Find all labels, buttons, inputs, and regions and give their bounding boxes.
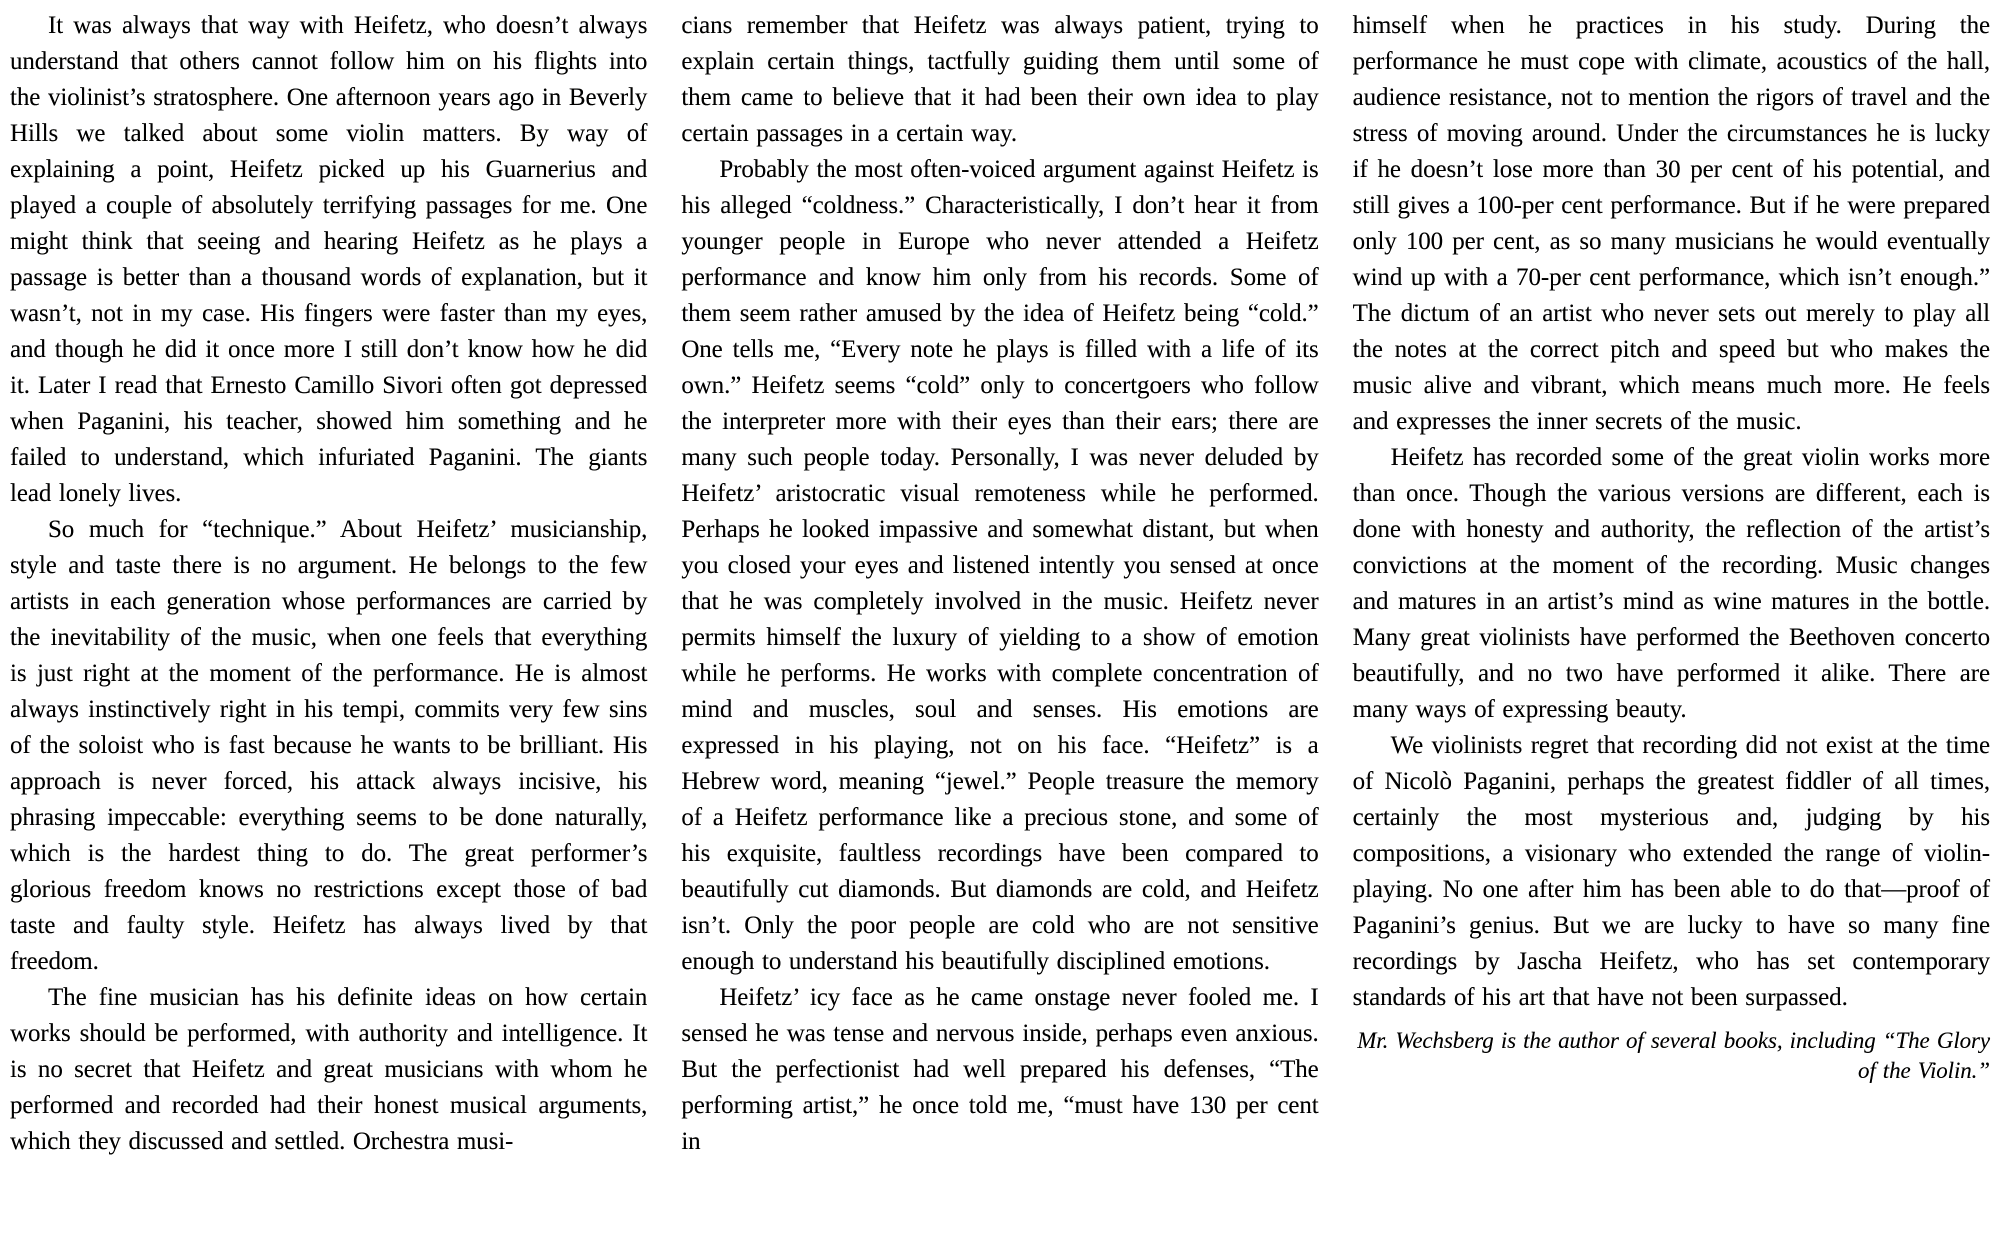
article-paragraph: Heifetz has recorded some of the great violin works more than once. Though the various versions are different, each is done with honesty and authority, the reflection of the artist’s convictions at the moment of the recording. Music changes and matures in an artist’s mind as wine matures in the bottle. Many great violinists have performed the Beethoven concerto beautifully, and no two have performed it alike. There are many ways of expressing beauty. <box>1352 444 1990 723</box>
article-paragraph: himself when he practices in his study. During the performance he must cope with climate, acoustics of the hall, audience resistance, not to mention the rigors of travel and the stress of moving around. Under the circumstances he is lucky if he doesn’t lose more than 30 per cent of his potential, and still gives a 100-per cent performance. But if he were prepared only 100 per cent, as so many musicians he would eventually wind up with a 70-per cent performance, which isn’t enough.” The dictum of an artist who never sets out merely to play all the notes at the correct pitch and speed but who makes the music alive and vibrant, which means much more. He feels and expresses the inner secrets of the music. <box>1352 12 1990 435</box>
author-byline: Mr. Wechsberg is the author of several books, including “The Glory of the Violin.” <box>1357 1028 1990 1083</box>
article-paragraph: We violinists regret that recording did not exist at the time of Nicolò Paganini, perhaps the greatest fiddler of all times, certainly the most mysterious and, judging by his compositions, a visionary who extended the range of violin-playing. No one after him has been able to do that—proof of Paganini’s genius. But we are lucky to have so many fine recordings by Jascha Heifetz, who has set contemporary standards of his art that have not been surpassed. <box>1352 732 1990 1011</box>
article-column-3 <box>1353 8 1990 1258</box>
article-column-2 <box>681 8 1318 1258</box>
article-paragraph: It was always that way with Heifetz, who doesn’t always understand that others cannot follow him on his flights into the violinist’s stratosphere. One afternoon years ago in Beverly Hills we talked about some violin matters. By way of explaining a point, Heifetz picked up his Guarnerius and played a couple of absolutely terrifying passages for me. One might think that seeing and hearing Heifetz as he plays a passage is better than a thousand words of explanation, but it wasn’t, not in my case. His fingers were faster than my eyes, and though he did it once more I still don’t know how he did it. Later I read that Ernesto Camillo Sivori often got depressed when Paganini, his teacher, showed him something and he failed to understand, which infuriated Paganini. The giants lead lonely lives. <box>10 12 648 507</box>
article-paragraph: The fine musician has his definite ideas on how certain works should be performed, with authority and intelligence. It is no secret that Heifetz and great musicians with whom he performed and recorded had their honest musical arguments, which they discussed and settled. Orchestra musi- <box>10 984 648 1155</box>
article-column-1 <box>10 8 647 1258</box>
article-paragraph: cians remember that Heifetz was always patient, trying to explain certain things, tactfully guiding them until some of them came to believe that it had been their own idea to play certain passages in a certain way. <box>681 12 1319 147</box>
article-paragraph: So much for “technique.” About Heifetz’ musicianship, style and taste there is no argument. He belongs to the few artists in each generation whose performances are carried by the inevitability of the music, when one feels that everything is just right at the moment of the performance. He is almost always instinctively right in his tempi, commits very few sins of the soloist who is fast because he wants to be brilliant. His approach is never forced, his attack always incisive, his phrasing impeccable: everything seems to be done naturally, which is the hardest thing to do. The great performer’s glorious freedom knows no restrictions except those of bad taste and faulty style. Heifetz has always lived by that freedom. <box>10 516 648 975</box>
article-paragraph: Probably the most often-voiced argument against Heifetz is his alleged “coldness.” Characteristically, I don’t hear it from younger people in Europe who never attended a Heifetz performance and know him only from his records. Some of them seem rather amused by the idea of Heifetz being “cold.” One tells me, “Every note he plays is filled with a life of its own.” Heifetz seems “cold” only to concertgoers who follow the interpreter more with their eyes than their ears; there are many such people today. Personally, I was never deluded by Heifetz’ aristocratic visual remoteness while he performed. Perhaps he looked impassive and somewhat distant, but when you closed your eyes and listened intently you sensed at once that he was completely involved in the music. Heifetz never permits himself the luxury of yielding to a show of emotion while he performs. He works with complete concentration of mind and muscles, soul and senses. His emotions are expressed in his playing, not on his face. “Heifetz” is a Hebrew word, meaning “jewel.” People treasure the memory of a Heifetz performance like a precious stone, and some of his exquisite, faultless recordings have been compared to beautifully cut diamonds. But diamonds are cold, and Heifetz isn’t. Only the poor people are cold who are not sensitive enough to understand his beautifully disciplined emotions. <box>681 156 1319 975</box>
article-paragraph: Heifetz’ icy face as he came onstage never fooled me. I sensed he was tense and nervous inside, perhaps even anxious. But the perfectionist had well prepared his defenses, “The performing artist,” he once told me, “must have 130 per cent in <box>681 984 1319 1155</box>
